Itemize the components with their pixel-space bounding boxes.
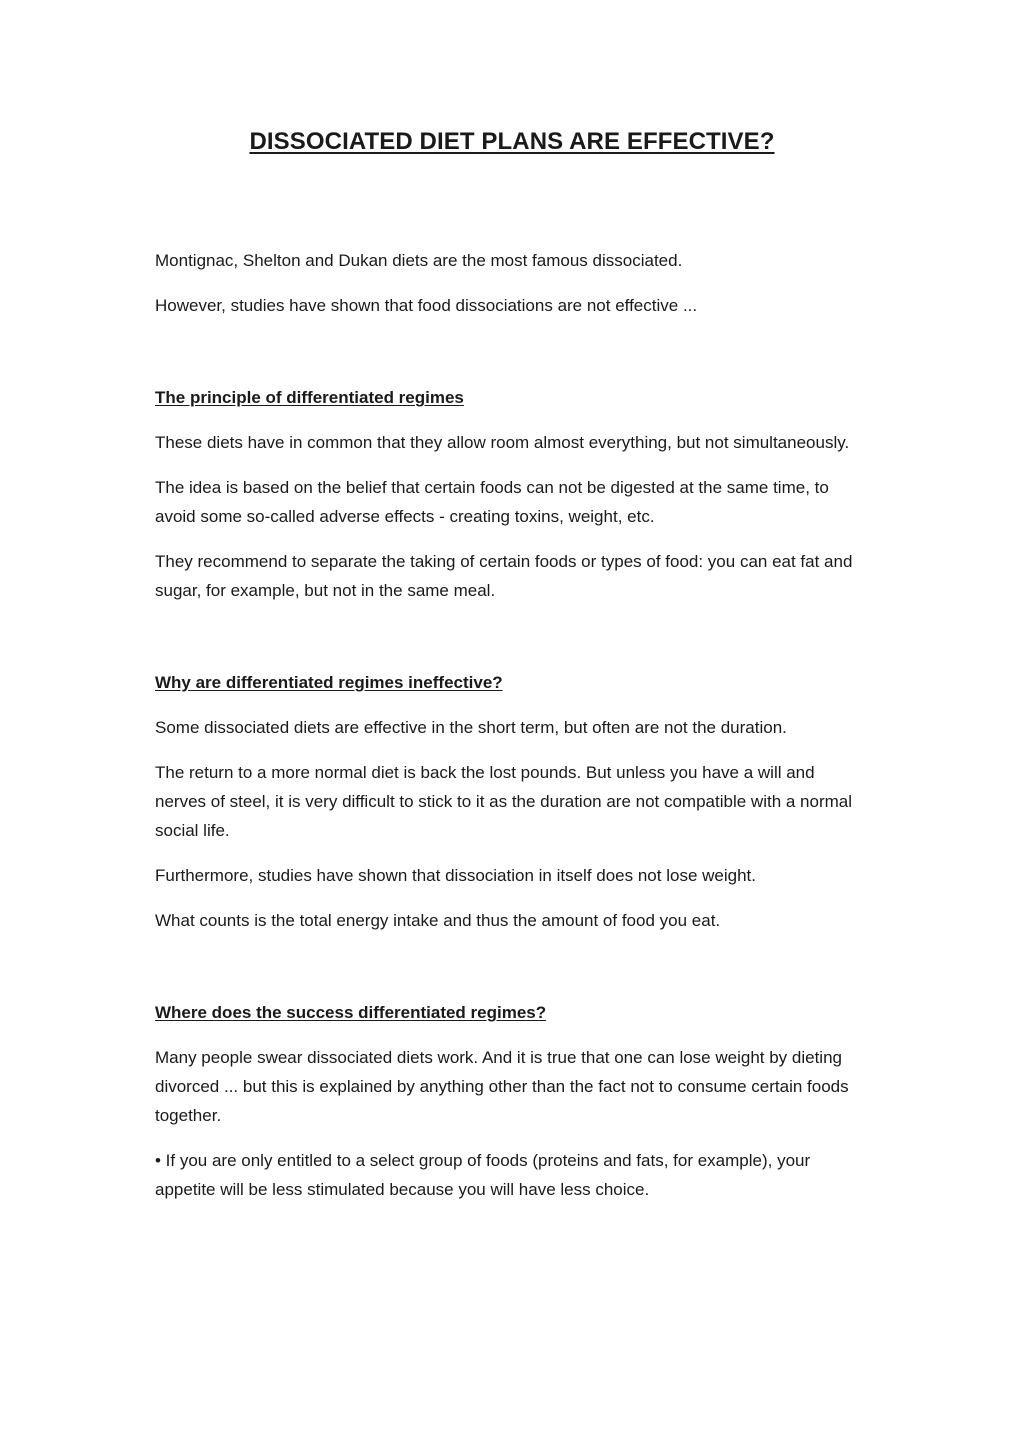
section-ineffective	[155, 668, 870, 935]
section-paragraph: They recommend to separate the taking of certain foods or types of food: you can eat fat and sugar, for example, but not in the same meal.	[155, 552, 853, 600]
intro-paragraph: However, studies have shown that food dissociations are not effective ...	[155, 296, 698, 315]
section-paragraph: These diets have in common that they allow room almost everything, but not simultaneously.	[155, 433, 850, 452]
section-paragraph: The return to a more normal diet is back the lost pounds. But unless you have a will and nerves of steel, it is very difficult to stick to it as the duration are not compatible with a normal social life.	[155, 763, 853, 840]
intro-paragraph: Montignac, Shelton and Dukan diets are the most famous dissociated.	[155, 251, 683, 270]
section-principle	[155, 383, 870, 605]
bullet-paragraph: • If you are only entitled to a select group of foods (proteins and fats, for example), your appetite will be less stimulated because you will have less choice.	[155, 1151, 811, 1199]
section-paragraph: Some dissociated diets are effective in the short term, but often are not the duration.	[155, 718, 787, 737]
section-paragraph: What counts is the total energy intake and thus the amount of food you eat.	[155, 911, 721, 930]
section-paragraph: The idea is based on the belief that certain foods can not be digested at the same time, to avoid some so-called adverse effects - creating toxins, weight, etc.	[155, 478, 829, 526]
section-heading: The principle of differentiated regimes	[155, 388, 464, 407]
page-title: DISSOCIATED DIET PLANS ARE EFFECTIVE?	[249, 128, 775, 155]
section-spacer	[155, 621, 870, 668]
section-paragraph: Furthermore, studies have shown that dissociation in itself does not lose weight.	[155, 866, 756, 885]
document-body	[155, 246, 870, 1220]
section-spacer	[155, 951, 870, 998]
section-heading: Where does the success differentiated regimes?	[155, 1003, 547, 1022]
section-success	[155, 998, 870, 1204]
section-spacer	[155, 336, 870, 383]
section-paragraph: Many people swear dissociated diets work. And it is true that one can lose weight by dieting divorced ... but this is explained by anything other than the fact not to consume certain foods together.	[155, 1048, 849, 1125]
section-heading: Why are differentiated regimes ineffective?	[155, 673, 503, 692]
